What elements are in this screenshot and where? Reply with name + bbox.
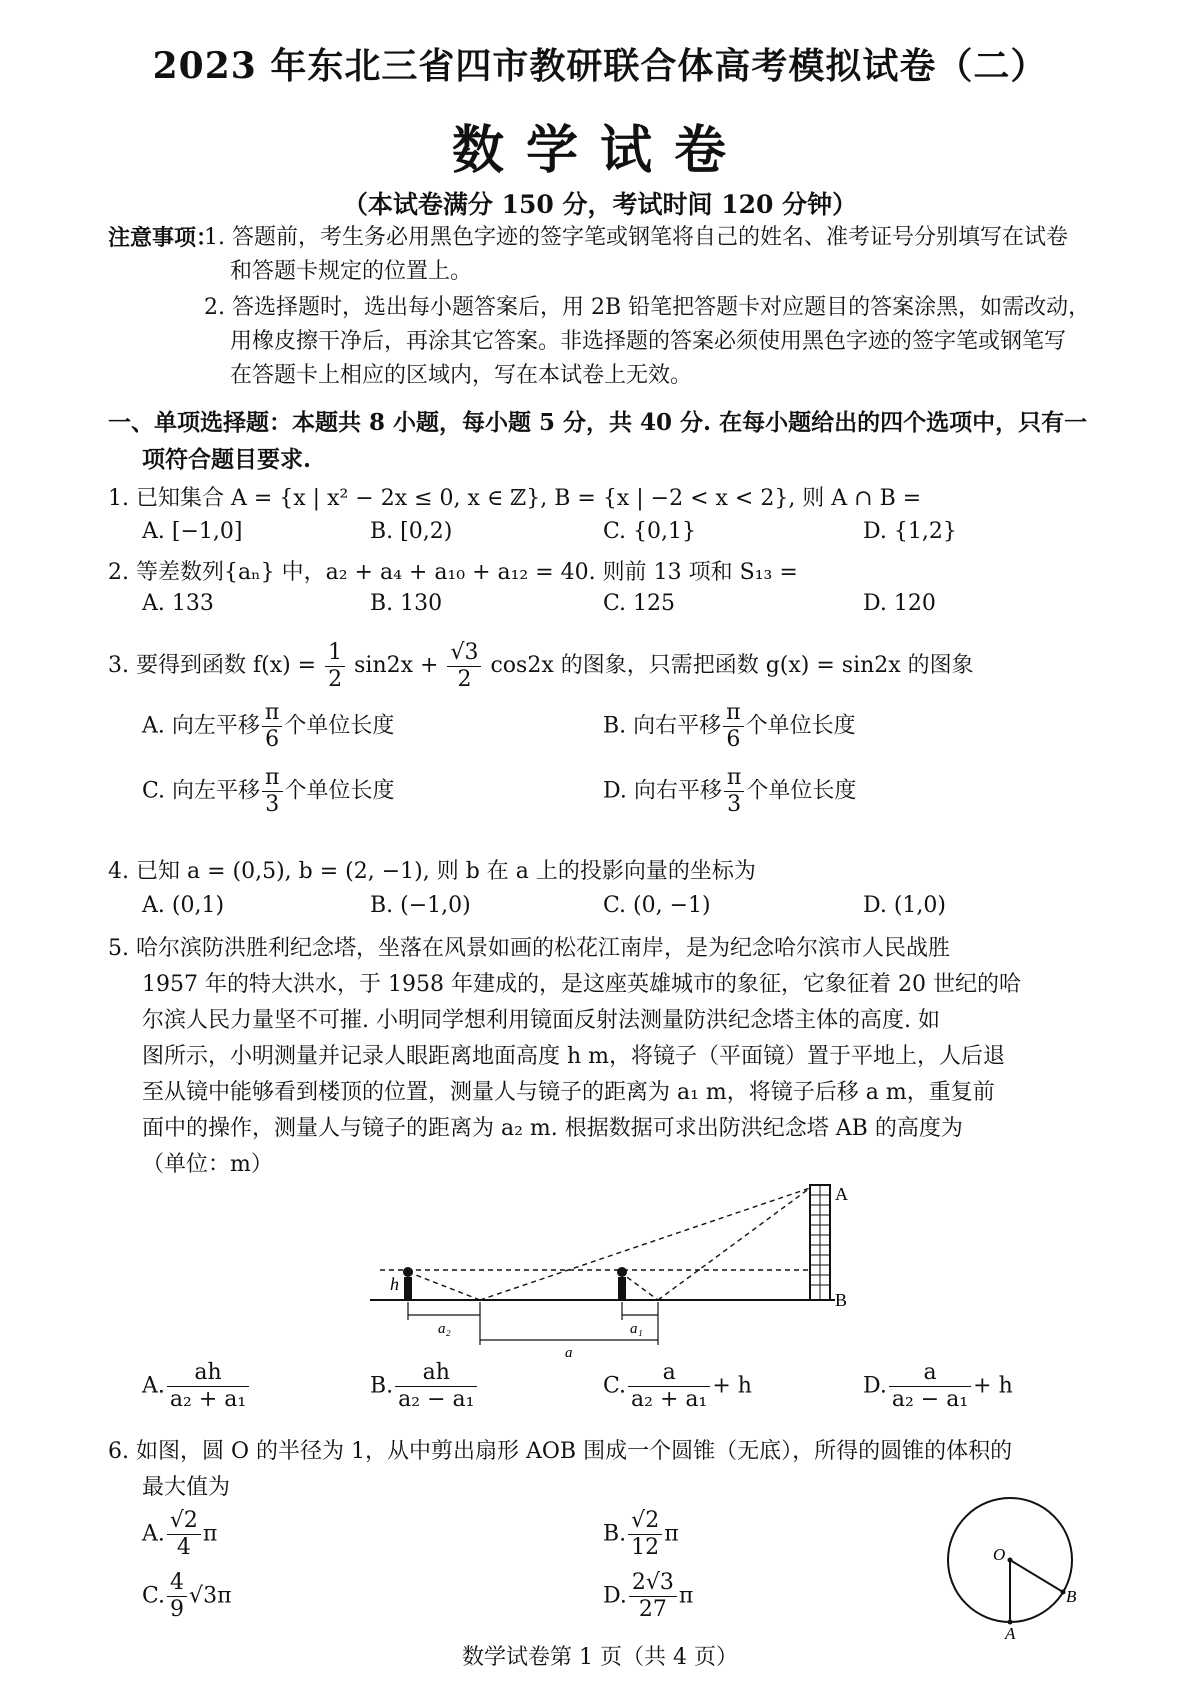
page-footer: 数学试卷第 1 页（共 4 页） [462,1645,738,1670]
q5-option-c [603,1360,752,1413]
point-b [1061,1590,1066,1595]
q6-option-a-den: 4 [176,1535,191,1560]
q5-tower-diagram [360,1180,880,1360]
q3-fraction-root3-half [447,640,481,693]
q1-option-a: A. [−1,0] [142,519,243,544]
label-B: B [835,1290,848,1310]
q6-line1: 6. 如图，圆 O 的半径为 1，从中剪出扇形 AOB 围成一个圆锥（无底），所得的圆锥的体积的 [108,1439,1013,1464]
q5-option-d-den: a₂ − a₁ [891,1387,969,1412]
notice-item2-line2: 用橡皮擦干净后，再涂其它答案。非选择题的答案必须使用黑色字迹的签字笔或钢笔写 [230,329,1067,354]
q3-option-c-den: 3 [265,792,280,817]
q6-line2: 最大值为 [142,1475,231,1500]
q6-option-c-den: 9 [170,1597,185,1622]
person-1 [403,1267,413,1300]
q6-option-c-letter: C. [142,1583,166,1609]
q5-line4: 图所示，小明测量并记录人眼距离地面高度 h m，将镜子（平面镜）置于平地上，人后退 [142,1044,1006,1069]
q6-option-d-letter: D. [603,1583,627,1609]
q4-option-a: A. (0,1) [142,893,225,918]
q4-stem: 4. 已知 a = (0,5), b = (2, −1), 则 b 在 a 上的投影向量的坐标为 [108,859,756,884]
q6-option-b-den: 12 [631,1535,660,1560]
q6-option-c [142,1570,232,1623]
q2-stem: 2. 等差数列{aₙ} 中，a₂ + a₄ + a₁₀ + a₁₂ = 40. 则前 13 项和 S₁₃ = [108,560,798,585]
q3-option-b [603,700,856,753]
q5-option-b-den: a₂ − a₁ [398,1387,475,1412]
q3-option-c-num: π [262,765,282,792]
q5-line5: 至从镜中能够看到楼顶的位置，测量人与镜子的距离为 a₁ m，将镜子后移 a m，重复前 [142,1080,995,1105]
person-2 [617,1267,627,1300]
q3-stem-part3: cos2x 的图象，只需把函数 g(x) = sin2x 的图象 [490,653,974,678]
q3-option-c-pre: C. 向左平移 [142,778,261,804]
q4-option-d: D. (1,0) [863,893,946,918]
q5-option-a-den: a₂ + a₁ [169,1387,247,1412]
q5-option-c-tail: + h [712,1373,752,1399]
q6-option-c-num: 4 [167,1570,187,1597]
q3-frac2-num: √3 [447,640,481,667]
label-B: B [1066,1587,1077,1606]
q1-option-b: B. [0,2) [370,519,453,544]
label-a1: a₁ [630,1321,643,1337]
q5-line3: 尔滨人民力量坚不可摧. 小明同学想利用镜面反射法测量防洪纪念塔主体的高度. 如 [142,1008,940,1033]
point-o [1008,1558,1013,1563]
q5-line2: 1957 年的特大洪水，于 1958 年建成的，是这座英雄城市的象征，它象征着 20 世纪的哈 [142,972,1021,997]
q5-option-b-num: ah [395,1360,477,1387]
q2-option-a: A. 133 [142,591,214,616]
q3-option-a-den: 6 [265,727,280,752]
q3-fraction-half [325,640,345,693]
q5-option-a-num: ah [167,1360,249,1387]
q3-frac2-den: 2 [457,666,472,692]
q6-option-a [142,1508,217,1561]
q6-option-c-post: √3π [189,1583,232,1609]
exam-title: 2023 年东北三省四市教研联合体高考模拟试卷（二） [152,45,1048,87]
q3-option-c [142,765,395,818]
q3-option-a-pre: A. 向左平移 [142,713,260,739]
notice-item2-line1: 2. 答选择题时，选出每小题答案后，用 2B 铅笔把答题卡对应题目的答案涂黑，如需改动， [204,295,1091,320]
exam-info: （本试卷满分 150 分，考试时间 120 分钟） [342,190,858,219]
q1-option-d: D. {1,2} [863,519,957,544]
q3-option-d [603,765,856,818]
q1-option-c: C. {0,1} [603,519,697,544]
sight-lines [380,1188,810,1300]
q6-option-a-post: π [202,1521,218,1547]
q6-option-d-num: 2√3 [629,1570,677,1597]
q6-option-a-letter: A. [142,1521,165,1547]
q3-option-b-den: 6 [726,727,741,752]
q2-option-b: B. 130 [370,591,443,616]
notice-item2-line3: 在答题卡上相应的区域内，写在本试卷上无效。 [230,363,693,388]
notice-item1-line2: 和答题卡规定的位置上。 [230,259,473,284]
q2-option-d: D. 120 [863,591,936,616]
q5-option-b [370,1360,479,1413]
q3-option-b-pre: B. 向右平移 [603,713,722,739]
q3-option-a-num: π [262,700,282,727]
q4-option-c: C. (0, −1) [603,893,711,918]
notice-item1-line1: 1. 答题前，考生务必用黑色字迹的签字笔或钢笔将自己的姓名、准考证号分别填写在试卷 [204,225,1068,250]
q6-circle-diagram [935,1490,1095,1640]
q5-option-d-num: a [889,1360,971,1387]
q6-option-d-den: 27 [638,1597,667,1622]
q5-option-a [142,1360,251,1413]
q1-stem: 1. 已知集合 A = {x | x² − 2x ≤ 0, x ∈ ℤ}, B = {x | −2 < x < 2}, 则 A ∩ B = [108,486,922,511]
q3-stem-part1: 3. 要得到函数 f(x) = [108,653,317,678]
radius-ob [1010,1560,1063,1592]
q5-option-c-den: a₂ + a₁ [631,1387,708,1412]
q3-option-d-pre: D. 向右平移 [603,778,722,804]
q3-option-a [142,700,394,753]
label-h: h [390,1274,399,1294]
q6-option-b-letter: B. [603,1521,627,1547]
q4-option-b: B. (−1,0) [370,893,471,918]
q6-option-d-post: π [678,1583,694,1609]
q5-option-c-num: a [628,1360,710,1387]
section1-line2: 项符合题目要求. [142,446,312,473]
q3-option-b-post: 个单位长度 [745,713,856,739]
q3-option-a-post: 个单位长度 [284,713,395,739]
q6-option-d [603,1570,693,1623]
label-a2: a₂ [438,1321,451,1337]
label-a: a [565,1345,573,1360]
q5-option-d [863,1360,1013,1413]
q5-option-a-letter: A. [142,1373,165,1399]
q2-option-c: C. 125 [603,591,676,616]
q6-option-b-post: π [664,1521,679,1547]
q5-line7: （单位：m） [142,1152,273,1177]
q3-stem [108,636,974,696]
notice-label: 注意事项： [108,225,219,251]
section1-line1: 一、单项选择题：本题共 8 小题，每小题 5 分，共 40 分. 在每小题给出的四个选项中，只有一 [108,409,1088,436]
q3-option-d-den: 3 [727,792,742,817]
label-A: A [1005,1624,1016,1640]
subject-title: 数学试卷 [451,120,748,181]
q3-stem-part2: sin2x + [354,653,439,678]
q5-line6: 面中的操作，测量人与镜子的距离为 a₂ m. 根据数据可求出防洪纪念塔 AB 的高度为 [142,1116,963,1141]
q3-option-c-post: 个单位长度 [284,778,395,804]
q3-option-d-post: 个单位长度 [746,778,857,804]
q6-option-b-num: √2 [628,1508,662,1535]
q3-frac1-den: 2 [328,666,343,692]
label-O: O [993,1545,1006,1564]
q5-option-b-letter: B. [370,1373,394,1399]
q6-option-a-num: √2 [167,1508,201,1535]
q5-line1: 5. 哈尔滨防洪胜利纪念塔，坐落在风景如画的松花江南岸，是为纪念哈尔滨市人民战胜 [108,936,950,961]
q3-option-b-num: π [723,700,743,727]
q3-frac1-num: 1 [325,640,345,667]
q5-option-c-letter: C. [603,1373,627,1399]
q3-option-d-num: π [724,765,744,792]
q5-option-d-tail: + h [973,1373,1013,1399]
q6-option-b [603,1508,679,1561]
label-A: A [835,1184,848,1204]
q5-option-d-letter: D. [863,1373,887,1399]
